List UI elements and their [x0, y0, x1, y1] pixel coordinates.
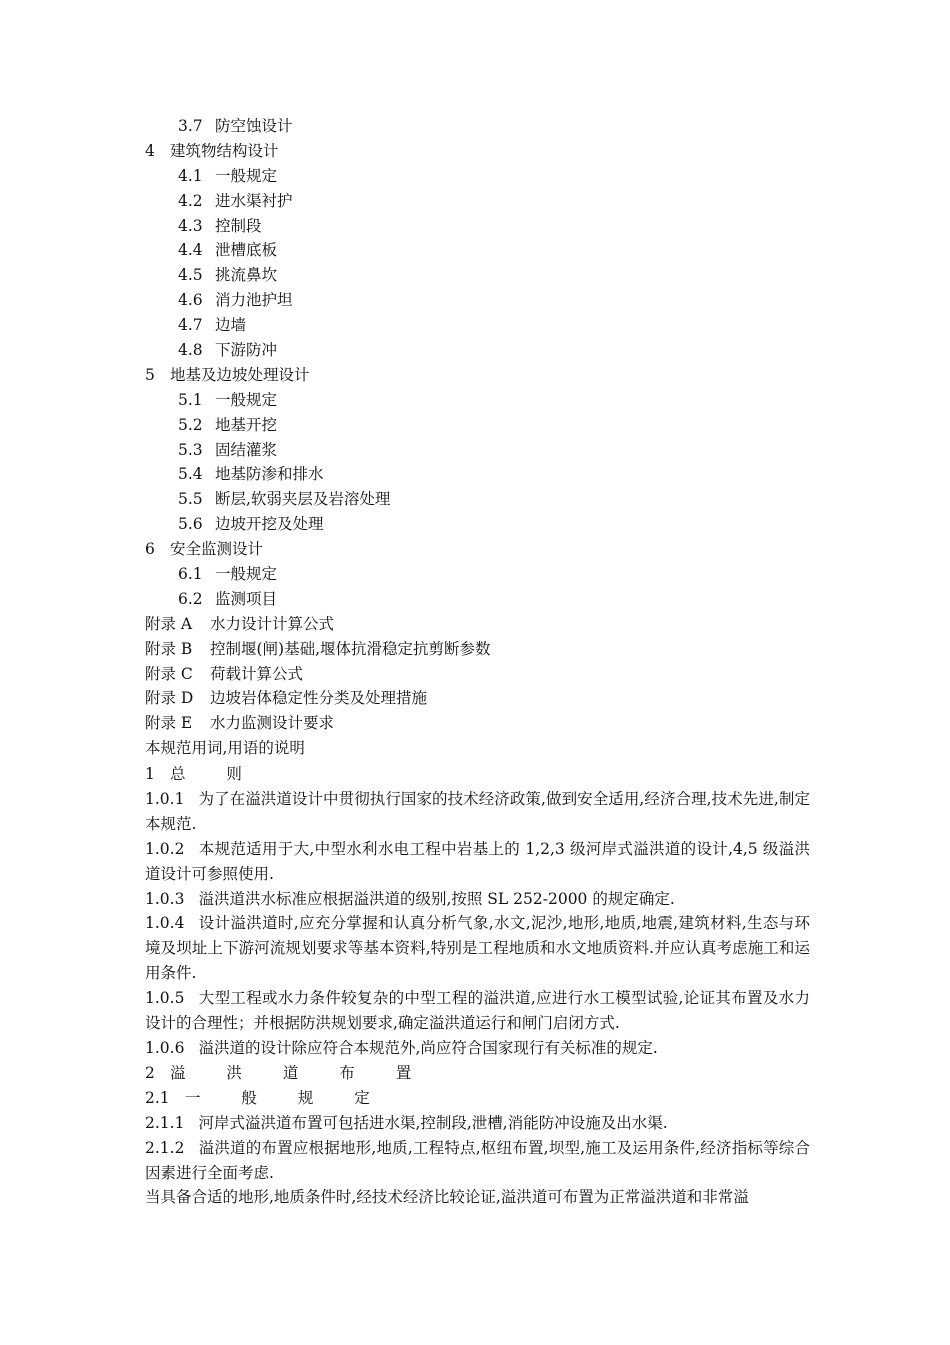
- toc-entry-title: 边墙: [215, 316, 247, 335]
- toc-entry: [145, 114, 810, 139]
- toc-entry: [145, 164, 810, 189]
- toc-entry: [145, 388, 810, 413]
- toc-entry-number: 4.8: [178, 341, 203, 360]
- clause-text: 溢洪道洪水标准应根据溢洪道的级别,按照 SL 252-2000 的规定确定.: [198, 889, 675, 908]
- toc-entry-number: 3.7: [178, 117, 203, 135]
- clause-2-1-1: [145, 1111, 810, 1136]
- toc-entry: [145, 214, 810, 239]
- section-heading-2-1: [145, 1086, 810, 1111]
- toc-entry-title: 挑流鼻坎: [215, 266, 278, 285]
- clause-number: 1.0.3: [145, 889, 185, 908]
- toc-entry: [145, 189, 810, 214]
- section-title: 一 般 规 定: [185, 1088, 388, 1107]
- clause-1-0-5: [145, 986, 810, 1036]
- clause-text: 河岸式溢洪道布置可包括进水渠,控制段,泄槽,消能防冲设施及出水渠.: [198, 1113, 668, 1132]
- toc-entry-title: 安全监测设计: [170, 540, 264, 559]
- toc-entry: [145, 612, 810, 637]
- toc-entry-title: 建筑物结构设计: [170, 141, 279, 160]
- toc-entry-number: 附录 C: [145, 664, 193, 683]
- toc-entry-number: 附录 A: [145, 614, 193, 633]
- toc-entry-number: 5: [145, 365, 155, 384]
- chapter-title: 溢 洪 道 布 置: [170, 1063, 430, 1082]
- toc-entry: [145, 338, 810, 363]
- toc-entry-title: 消力池护坦: [215, 291, 293, 310]
- toc-entry-number: 5.1: [178, 390, 203, 409]
- toc-entry: [145, 711, 810, 736]
- toc-entry-number: 4.2: [178, 191, 203, 210]
- clause-text: 大型工程或水力条件较复杂的中型工程的溢洪道,应进行水工模型试验,论证其布置及水力设计的合理性；并根据防洪规划要求,确定溢洪道运行和闸门启闭方式.: [145, 989, 810, 1033]
- toc-entry-number: 6.2: [178, 589, 203, 608]
- toc-entry-title: 固结灌浆: [215, 440, 278, 459]
- toc-entry: [145, 413, 810, 438]
- chapter-title: 总 则: [170, 765, 260, 783]
- toc-entry: [145, 686, 810, 711]
- toc-entry-number: 5.6: [178, 515, 203, 534]
- toc-entry-number: 6: [145, 540, 155, 559]
- table-of-contents: [145, 114, 810, 761]
- toc-entry-title: 水力设计计算公式: [210, 614, 335, 633]
- toc-entry-title: 一般规定: [215, 565, 278, 584]
- toc-entry-title: 泄槽底板: [215, 241, 278, 260]
- toc-entry-number: 4.4: [178, 241, 203, 260]
- toc-entry-title: 水力监测设计要求: [210, 714, 335, 733]
- toc-entry-number: 5.2: [178, 415, 203, 434]
- toc-entry: [145, 637, 810, 662]
- toc-entry-title: 一般规定: [215, 166, 278, 185]
- clause-number: 2.1.2: [145, 1138, 185, 1157]
- toc-entry-number: 5.4: [178, 465, 203, 484]
- toc-entry-number: 6.1: [178, 565, 203, 584]
- clause-number: 1.0.4: [145, 914, 185, 933]
- toc-entry-number: 4.7: [178, 316, 203, 335]
- toc-entry-number: 4.6: [178, 291, 203, 310]
- toc-entry: [145, 462, 810, 487]
- toc-entry-title: 地基开挖: [215, 415, 278, 434]
- clause-number: 1.0.5: [145, 989, 185, 1008]
- clause-number: 1.0.2: [145, 839, 185, 858]
- toc-entry: [145, 313, 810, 338]
- toc-entry: [145, 363, 810, 388]
- toc-entry-title: 一般规定: [215, 390, 278, 409]
- clause-number: 1.0.6: [145, 1038, 185, 1057]
- clause-text: 本规范适用于大,中型水利水电工程中岩基上的 1,2,3 级河岸式溢洪道的设计,4,5 级溢洪道设计可参照使用.: [145, 839, 810, 883]
- clause-number: 2.1.1: [145, 1113, 185, 1132]
- toc-entry: [145, 139, 810, 164]
- toc-entry-number: 5.5: [178, 490, 203, 509]
- toc-entry: [145, 662, 810, 687]
- toc-entry-number: 5.3: [178, 440, 203, 459]
- clause-1-0-2: [145, 837, 810, 887]
- document-body: [145, 762, 810, 1210]
- toc-entry-number: 4.3: [178, 216, 203, 235]
- toc-entry: [145, 537, 810, 562]
- toc-entry-title: 下游防冲: [215, 341, 278, 360]
- chapter-heading-2: [145, 1061, 810, 1086]
- clause-2-1-2: [145, 1136, 810, 1186]
- toc-entry: [145, 263, 810, 288]
- toc-entry-title: 进水渠衬护: [215, 191, 293, 210]
- toc-entry-number: 4.5: [178, 266, 203, 285]
- toc-entry: [145, 736, 810, 761]
- toc-entry-title: 边坡开挖及处理: [215, 515, 324, 534]
- clause-text: 为了在溢洪道设计中贯彻执行国家的技术经济政策,做到安全适用,经济合理,技术先进,制定本规范.: [145, 789, 810, 833]
- section-number: 2.1: [145, 1088, 170, 1107]
- toc-entry-number: 4.1: [178, 166, 203, 185]
- toc-entry-title: 地基及边坡处理设计: [170, 365, 310, 384]
- toc-entry-title: 地基防渗和排水: [215, 465, 324, 484]
- toc-entry: [145, 512, 810, 537]
- toc-entry-title: 边坡岩体稳定性分类及处理措施: [210, 689, 428, 708]
- toc-entry-title: 本规范用词,用语的说明: [145, 739, 305, 758]
- toc-entry-title: 控制段: [215, 216, 262, 235]
- toc-entry-title: 荷载计算公式: [210, 664, 304, 683]
- chapter-number: 2: [145, 1063, 155, 1082]
- chapter-heading-1: [145, 762, 810, 787]
- clause-1-0-1: [145, 787, 810, 837]
- toc-entry-title: 监测项目: [215, 589, 278, 608]
- toc-entry: [145, 288, 810, 313]
- clause-text: 溢洪道的设计除应符合本规范外,尚应符合国家现行有关标准的规定.: [198, 1038, 658, 1057]
- toc-entry-title: 防空蚀设计: [215, 117, 293, 135]
- toc-entry-number: 附录 D: [145, 689, 194, 708]
- clause-1-0-4: [145, 911, 810, 986]
- toc-entry: [145, 238, 810, 263]
- toc-entry-title: 控制堰(闸)基础,堰体抗滑稳定抗剪断参数: [210, 639, 491, 658]
- clause-1-0-3: [145, 887, 810, 912]
- toc-entry: [145, 562, 810, 587]
- clause-1-0-6: [145, 1036, 810, 1061]
- clause-text: 设计溢洪道时,应充分掌握和认真分析气象,水文,泥沙,地形,地质,地震,建筑材料,生态与环境及坝址上下游河流规划要求等基本资料,特别是工程地质和水文地质资料.并应认真考虑施工和运用条件.: [145, 914, 810, 983]
- toc-entry: [145, 438, 810, 463]
- toc-entry-title: 断层,软弱夹层及岩溶处理: [215, 490, 391, 509]
- clause-2-1-2-continued: [145, 1185, 810, 1210]
- toc-entry-number: 附录 B: [145, 639, 193, 658]
- toc-entry-number: 附录 E: [145, 714, 193, 733]
- clause-number: 1.0.1: [145, 789, 185, 808]
- toc-entry: [145, 587, 810, 612]
- toc-entry: [145, 487, 810, 512]
- chapter-number: 1: [145, 765, 155, 783]
- clause-text: 当具备合适的地形,地质条件时,经技术经济比较论证,溢洪道可布置为正常溢洪道和非常溢: [145, 1188, 749, 1207]
- toc-entry-number: 4: [145, 141, 155, 160]
- clause-text: 溢洪道的布置应根据地形,地质,工程特点,枢纽布置,坝型,施工及运用条件,经济指标等综合因素进行全面考虑.: [145, 1138, 810, 1182]
